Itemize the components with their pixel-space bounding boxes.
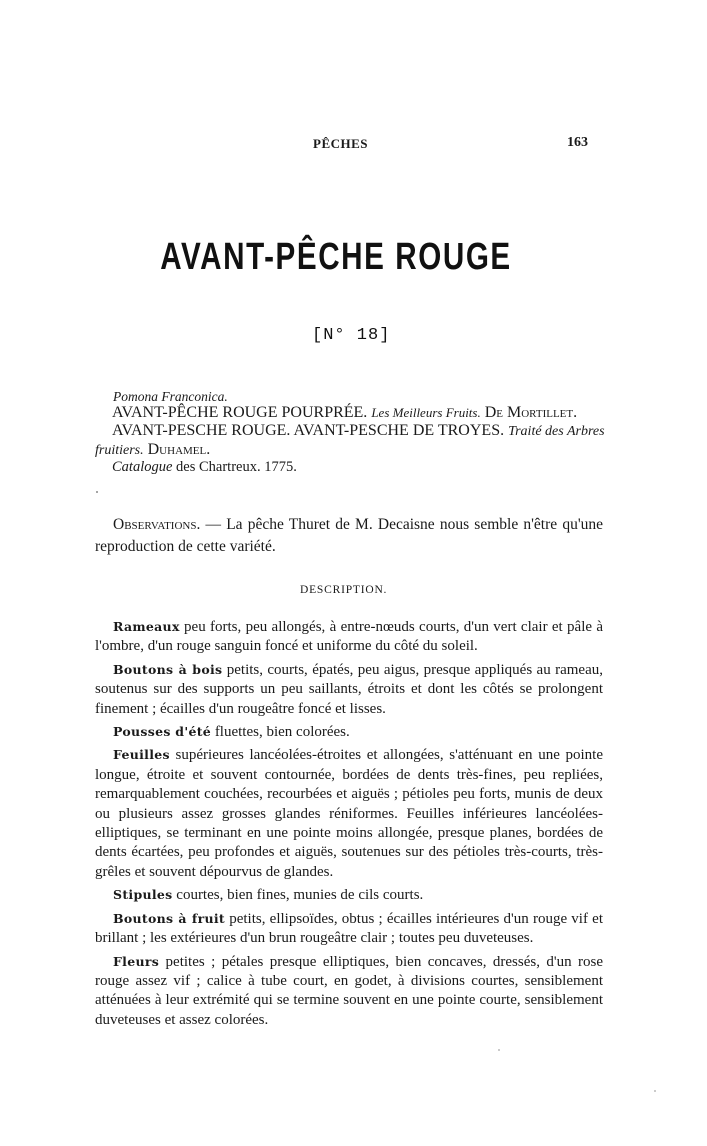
observations-paragraph <box>95 514 603 558</box>
description-term: Stipules <box>113 887 173 903</box>
description-paragraph <box>95 885 603 905</box>
description-term: Boutons à bois <box>113 661 223 677</box>
synonym-source: Catalogue <box>112 459 173 475</box>
description-text: petits, ellipsoïdes, obtus ; écailles intérieures d'un rouge vif et brillant ; les extérieures d'un brun rougeâtre clair ; toutes peu duveteuses. <box>95 910 603 947</box>
print-speck <box>654 1090 656 1092</box>
description-text: peu forts, peu allongés, à entre-nœuds courts, d'un vert clair et pâle à l'ombre, d'un rouge sanguin foncé et uniforme du côté du soleil. <box>95 619 603 655</box>
description-body <box>95 617 603 1033</box>
synonym-author: Duhamel. <box>147 441 211 458</box>
description-term: Boutons à fruit <box>113 910 226 926</box>
description-term: Pousses d'été <box>113 724 212 740</box>
print-speck <box>498 1049 500 1051</box>
synonym-rest: des Chartreux. 1775. <box>176 459 297 475</box>
description-text: fluettes, bien colorées. <box>214 724 350 741</box>
synonym-name: AVANT-PESCHE ROUGE. AVANT-PESCHE DE TROYES. <box>112 422 505 439</box>
synonym-line-3 <box>95 422 605 460</box>
description-term: Feuilles <box>113 747 170 763</box>
description-term: Rameaux <box>113 619 180 634</box>
description-paragraph <box>95 952 603 1031</box>
synonym-author: De Mortillet. <box>484 404 578 421</box>
synonym-source: Traité des Arbres fruitiers. <box>95 424 605 458</box>
synonym-name: AVANT-PÊCHE ROUGE POURPRÉE. <box>112 404 368 421</box>
page-number: 163 <box>567 135 588 150</box>
description-term: Fleurs <box>113 953 160 969</box>
observations-label: Observations. <box>113 516 201 533</box>
description-heading: DESCRIPTION. <box>300 584 388 596</box>
synonym-line-4 <box>112 458 297 476</box>
synonym-source: Les Meilleurs Fruits. <box>371 405 481 420</box>
observations-text: — La pêche Thuret de M. Decaisne nous semble n'être qu'une reproduction de cette variété. <box>95 516 604 555</box>
description-paragraph <box>95 909 603 949</box>
synonym-line-2 <box>112 404 622 422</box>
description-paragraph <box>95 660 603 719</box>
description-paragraph <box>95 745 603 882</box>
description-text: courtes, bien fines, munies de cils courts. <box>176 887 424 904</box>
description-paragraph <box>95 722 603 742</box>
description-text: petits, courts, épatés, peu aigus, presque appliqués au rameau, soutenus sur des supports un peu saillants, étroits et dont les côtés se prolongent finement ; écailles d'un rougeâtre foncé et lisses. <box>95 661 603 717</box>
print-speck <box>96 491 98 493</box>
page-title: AVANT-PÊCHE ROUGE <box>160 236 512 278</box>
synonym-line-1: Pomona Franconica. <box>113 389 228 404</box>
description-text: petites ; pétales presque elliptiques, bien concaves, dressés, d'un rose rouge assez vif ; calice à tube court, en godet, à divisions courtes, sensiblement atténuées à leur extrémité qui se termine souvent en une pointe courte, sensiblement duveteuses et assez colorées. <box>95 953 604 1028</box>
running-head: PÊCHES <box>313 136 369 151</box>
description-paragraph <box>95 617 603 657</box>
description-text: supérieures lancéolées-étroites et allongées, s'atténuant en une pointe longue, étroite et souvent contournée, bordées de dents très-fines, peu repliées, remarquablement couchées, recourbées et aiguës ; pétioles peu forts, munis de deux ou plusieurs assez grosses glandes réniformes. Feuilles inférieures lancéolées-elliptiques, se terminant en une pointe moins allongée, presque planes, bordées de dents écartées, peu profondes et aiguës, soutenues sur des pétioles très-courts, très-grêles et souvent dépourvus de glandes. <box>95 747 603 880</box>
variety-number: [N° 18] <box>312 326 391 345</box>
